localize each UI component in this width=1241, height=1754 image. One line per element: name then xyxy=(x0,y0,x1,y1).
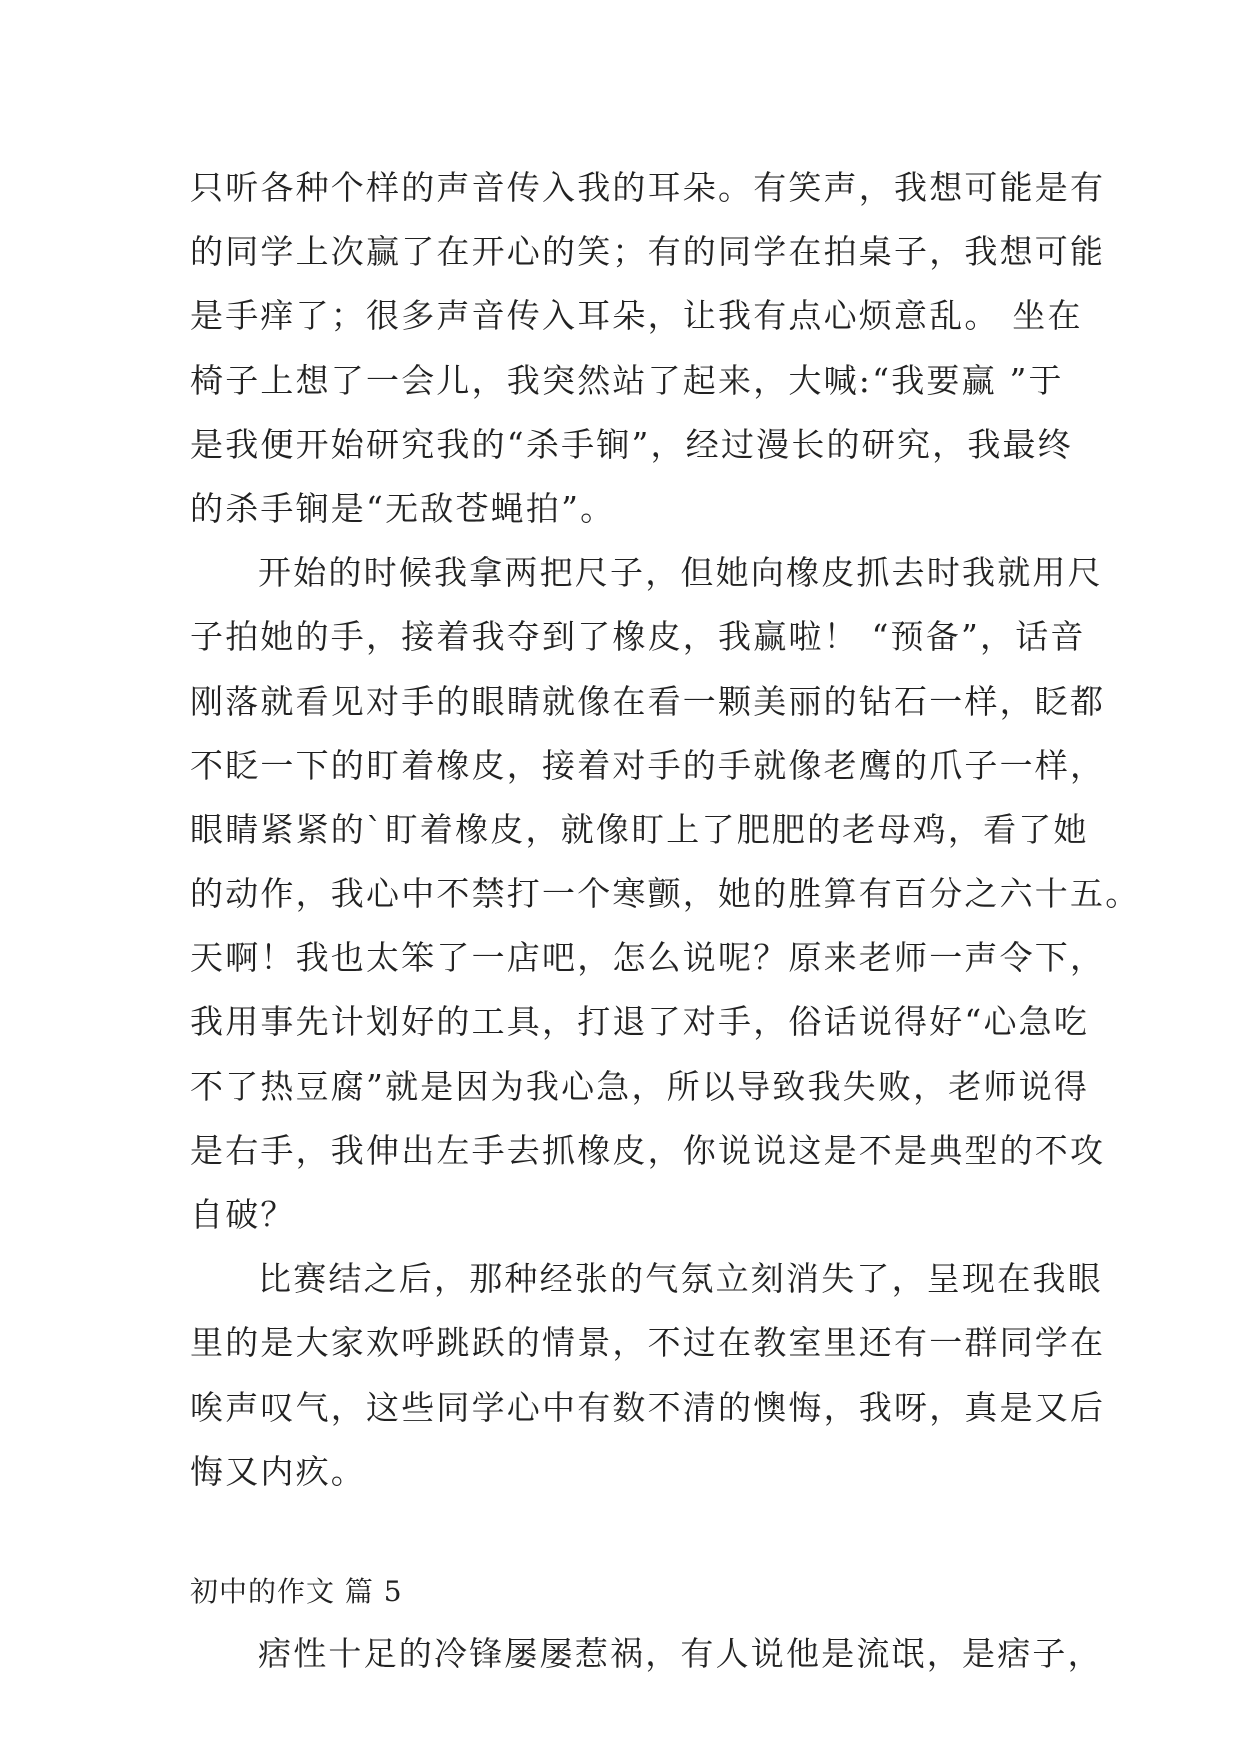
paragraph-line: 悔又内疚。 xyxy=(190,1451,366,1491)
paragraph-line: 痞性十足的冷锋屡屡惹祸，有人说他是流氓，是痞子， xyxy=(258,1633,1103,1673)
paragraph-line: 刚落就看见对手的眼睛就像在看一颗美丽的钻石一样，眨都 xyxy=(190,681,1106,721)
paragraph-line: 比赛结之后，那种经张的气氛立刻消失了，呈现在我眼 xyxy=(258,1259,1103,1299)
paragraph-line: 子拍她的手，接着我夺到了橡皮，我赢啦！ “预备”，话音 xyxy=(190,617,1086,657)
paragraph-3 xyxy=(0,1247,1241,1504)
paragraph-line: 的动作，我心中不禁打一个寒颤，她的胜算有百分之六十五。 xyxy=(190,874,1141,914)
paragraph-line: 天啊！我也太笨了一店吧，怎么说呢？原来老师一声令下， xyxy=(190,938,1106,978)
paragraph-line: 开始的时候我拿两把尺子，但她向橡皮抓去时我就用尺 xyxy=(258,553,1103,593)
paragraph-line: 的杀手锏是“无敌苍蝇拍”。 xyxy=(190,488,616,528)
paragraph-line: 唉声叹气，这些同学心中有数不清的懊悔，我呀，真是又后 xyxy=(190,1387,1106,1427)
paragraph-line: 里的是大家欢呼跳跃的情景，不过在教室里还有一群同学在 xyxy=(190,1323,1106,1363)
section-heading: 初中的作文 篇 5 xyxy=(190,1574,403,1608)
paragraph-line: 我用事先计划好的工具，打退了对手，俗话说得好“心急吃 xyxy=(190,1002,1090,1042)
paragraph-line: 不了热豆腐”就是因为我心急，所以导致我失败，老师说得 xyxy=(190,1066,1090,1106)
paragraph-2 xyxy=(0,541,1241,1247)
paragraph-line: 自破？ xyxy=(190,1195,296,1234)
paragraph-line: 是我便开始研究我的“杀手锏”，经过漫长的研究，我最终 xyxy=(190,424,1073,464)
paragraph-line: 的同学上次赢了在开心的笑；有的同学在拍桌子，我想可能 xyxy=(190,232,1106,272)
paragraph-line: 是手痒了；很多声音传入耳朵，让我有点心烦意乱。 坐在 xyxy=(190,296,1083,336)
paragraph-line: 只听各种个样的声音传入我的耳朵。有笑声，我想可能是有 xyxy=(190,168,1106,207)
paragraph-line: 是右手，我伸出左手去抓橡皮，你说说这是不是典型的不攻 xyxy=(190,1130,1106,1170)
paragraph-line: 眼睛紧紧的`盯着橡皮，就像盯上了肥肥的老母鸡，看了她 xyxy=(190,809,1089,849)
paragraph-1 xyxy=(0,156,1241,541)
paragraph-4 xyxy=(0,1622,1241,1686)
paragraph-line: 椅子上想了一会儿，我突然站了起来，大喊:“我要赢 ”于 xyxy=(190,360,1064,400)
paragraph-line: 不眨一下的盯着橡皮，接着对手的手就像老鹰的爪子一样， xyxy=(190,745,1106,785)
section-spacer xyxy=(0,1504,1241,1562)
